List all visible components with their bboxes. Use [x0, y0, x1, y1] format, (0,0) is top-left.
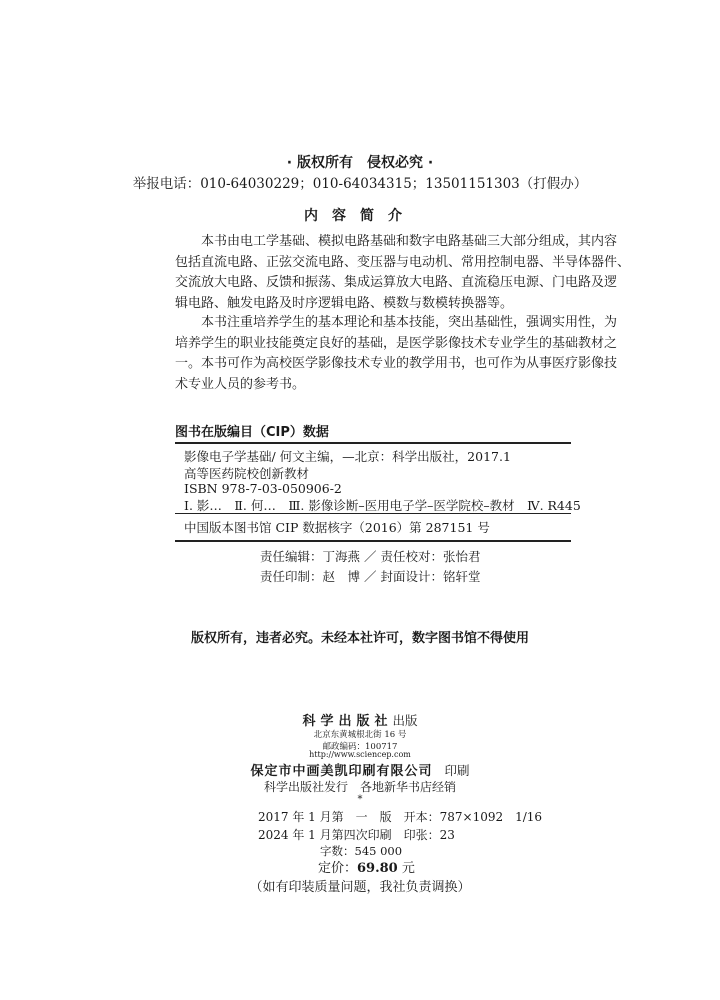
staff-line-production: 责任印制：赵 博 ／ 封面设计：铭轩堂 — [260, 569, 481, 584]
staff-line-editors: 责任编辑：丁海燕 ／ 责任校对：张怡君 — [260, 549, 481, 564]
cip-line: ISBN 978-7-03-050906-2 — [184, 481, 342, 496]
price-value: 69.80 — [357, 861, 398, 876]
printer-name: 保定市中画美凯印刷有限公司 — [250, 764, 433, 779]
summary-paragraph-2 — [175, 313, 618, 395]
distribution-line: 科学出版社发行 各地新华书店经销 — [263, 780, 456, 794]
summary-paragraph-1 — [175, 232, 631, 314]
price-line — [318, 857, 415, 876]
price-label: 定价： — [318, 861, 358, 876]
cip-line: 高等医药院校创新教材 — [184, 466, 310, 481]
summary-line: 包括直流电路、正弦交流电路、变压器与电动机、常用控制电器、半导体器件、 — [175, 254, 631, 270]
copyright-heading: · 版权所有 侵权必究 · — [286, 155, 434, 171]
cip-line: Ⅰ. 影… Ⅱ. 何… Ⅲ. 影像诊断–医用电子学–医学院校–教材 Ⅳ. R445 — [184, 498, 581, 513]
summary-line: 本书由电工学基础、模拟电路基础和数字电路基础三大部分组成，其内容 — [201, 234, 618, 249]
cip-bottom-rule — [175, 540, 571, 542]
cip-middle-rule — [175, 513, 571, 514]
summary-line: 培养学生的职业技能奠定良好的基础，是医学影像技术专业学生的基础教材之 — [175, 335, 618, 351]
cip-line: 影像电子学基础/ 何文主编，—北京：科学出版社，2017.1 — [184, 449, 511, 464]
summary-line: 术专业人员的参考书。 — [175, 376, 306, 392]
report-phone: 举报电话：010-64030229；010-64034315；13501151303（打假办） — [132, 176, 588, 192]
defect-note: （如有印装质量问题，我社负责调换） — [249, 880, 471, 895]
publisher-suffix: 出版 — [392, 713, 418, 728]
publisher-row — [0, 710, 720, 729]
rights-notice: 版权所有，违者必究。未经本社许可，数字图书馆不得使用 — [190, 631, 529, 646]
printing-line: 2024 年 1 月第四次印刷 印张：23 — [258, 828, 455, 842]
cip-top-rule — [175, 442, 571, 444]
printer-row — [0, 760, 720, 779]
publisher-website: http://www.sciencep.com — [309, 750, 411, 759]
summary-line: 一。本书可作为高校医学影像技术专业的教学用书，也可作为从事医疗影像技 — [175, 356, 618, 371]
publisher-postcode: 邮政编码：100717 — [322, 742, 398, 752]
word-count: 字数：545 000 — [320, 844, 403, 858]
publisher-address: 北京东黄城根北街 16 号 — [313, 730, 407, 740]
summary-line: 本书注重培养学生的基本理论和基本技能，突出基础性，强调实用性，为 — [201, 315, 618, 330]
cip-line: 中国版本图书馆 CIP 数据核字（2016）第 287151 号 — [184, 520, 490, 535]
cip-title: 图书在版编目（CIP）数据 — [175, 425, 329, 440]
star-separator: * — [357, 794, 363, 805]
edition-line: 2017 年 1 月第 一 版 开本：787×1092 1/16 — [258, 810, 543, 824]
printer-suffix: 印刷 — [444, 763, 470, 778]
summary-line: 辑电路、触发电路及时序逻辑电路、模数与数模转换器等。 — [175, 295, 514, 311]
publisher-name: 科学出版社 — [302, 714, 393, 729]
summary-line: 交流放大电路、反馈和振荡、集成运算放大电路、直流稳压电源、门电路及逻 — [175, 275, 618, 290]
summary-title: 内容简介 — [304, 208, 416, 224]
price-unit: 元 — [401, 861, 415, 876]
